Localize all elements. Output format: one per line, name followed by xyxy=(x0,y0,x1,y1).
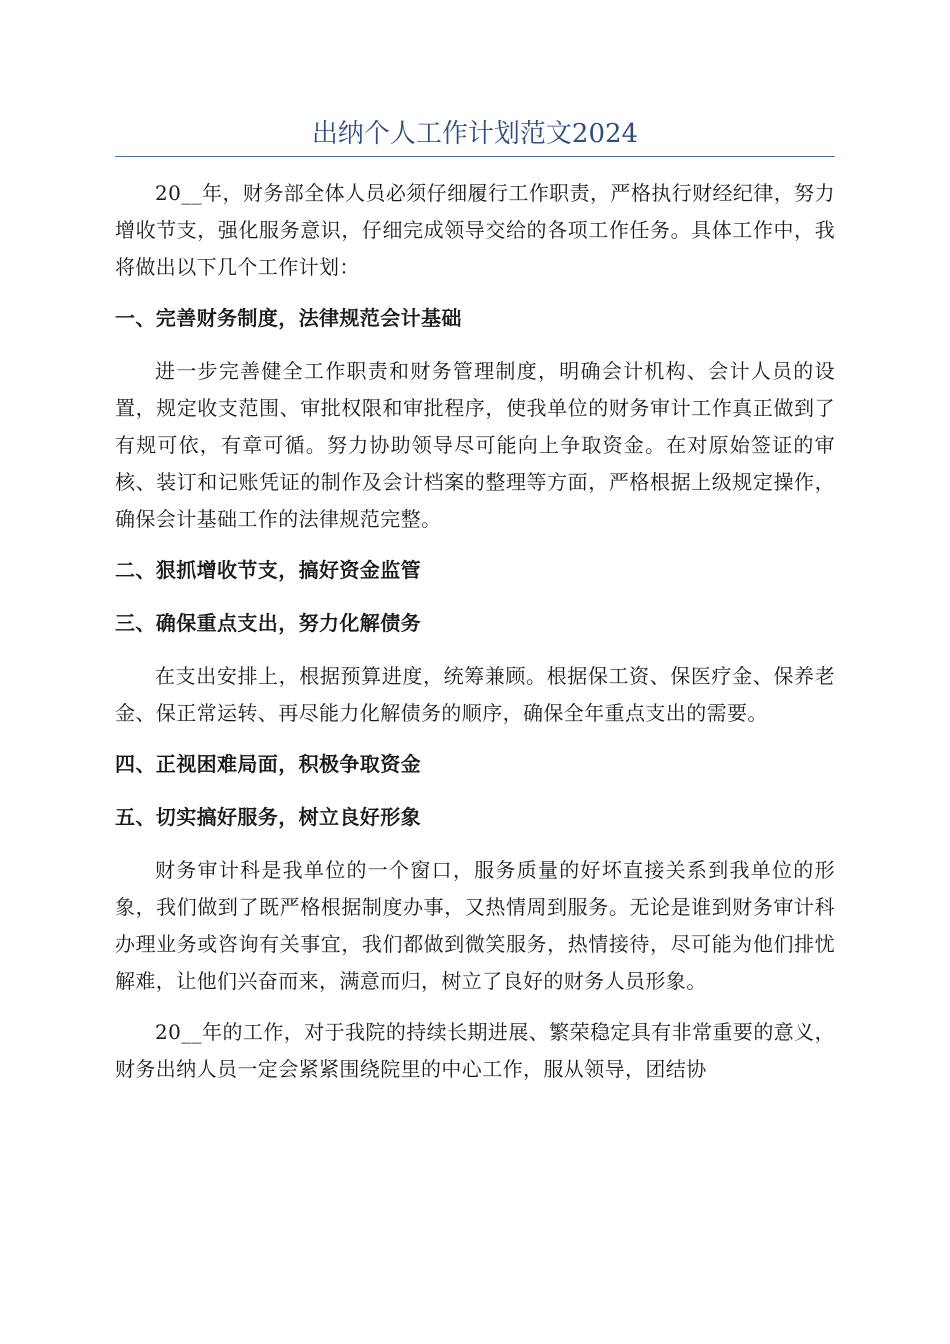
section-heading-1: 一、完善财务制度，法律规范会计基础 xyxy=(115,306,462,330)
document-body xyxy=(115,175,835,1102)
page-title: 出纳个人工作计划范文2024 xyxy=(311,119,639,149)
section-heading-4: 四、正视困难局面，积极争取资金 xyxy=(115,752,421,776)
section-heading-2: 二、狠抓增收节支，搞好资金监管 xyxy=(115,558,421,582)
title-block xyxy=(115,112,835,157)
section-body-5: 财务审计科是我单位的一个窗口，服务质量的好坏直接关系到我单位的形象，我们做到了既严格根据制度办事，又热情周到服务。无论是谁到财务审计科办理业务或咨询有关事宜，我们都做到微笑服务，热情接待，尽可能为他们排忧解难，让他们兴奋而来，满意而归，树立了良好的财务人员形象。 xyxy=(115,858,835,993)
section-body-1: 进一步完善健全工作职责和财务管理制度，明确会计机构、会计人员的设置，规定收支范围、审批权限和审批程序，使我单位的财务审计工作真正做到了有规可依，有章可循。努力协助领导尽可能向上争取资金。在对原始签证的审核、装订和记账凭证的制作及会计档案的整理等方面，严格根据上级规定操作，确保会计基础工作的法律规范完整。 xyxy=(115,359,835,531)
intro-paragraph: 20__年，财务部全体人员必须仔细履行工作职责，严格执行财经纪律，努力增收节支，强化服务意识，仔细完成领导交给的各项工作任务。具体工作中，我将做出以下几个工作计划： xyxy=(115,181,835,279)
closing-paragraph: 20__年的工作，对于我院的持续长期进展、繁荣稳定具有非常重要的意义，财务出纳人员一定会紧紧围绕院里的中心工作，服从领导，团结协 xyxy=(115,1020,835,1081)
section-body-3: 在支出安排上，根据预算进度，统筹兼顾。根据保工资、保医疗金、保养老金、保正常运转、再尽能力化解债务的顺序，确保全年重点支出的需要。 xyxy=(115,664,835,725)
section-heading-5: 五、切实搞好服务，树立良好形象 xyxy=(115,805,421,829)
section-heading-3: 三、确保重点支出，努力化解债务 xyxy=(115,611,421,635)
